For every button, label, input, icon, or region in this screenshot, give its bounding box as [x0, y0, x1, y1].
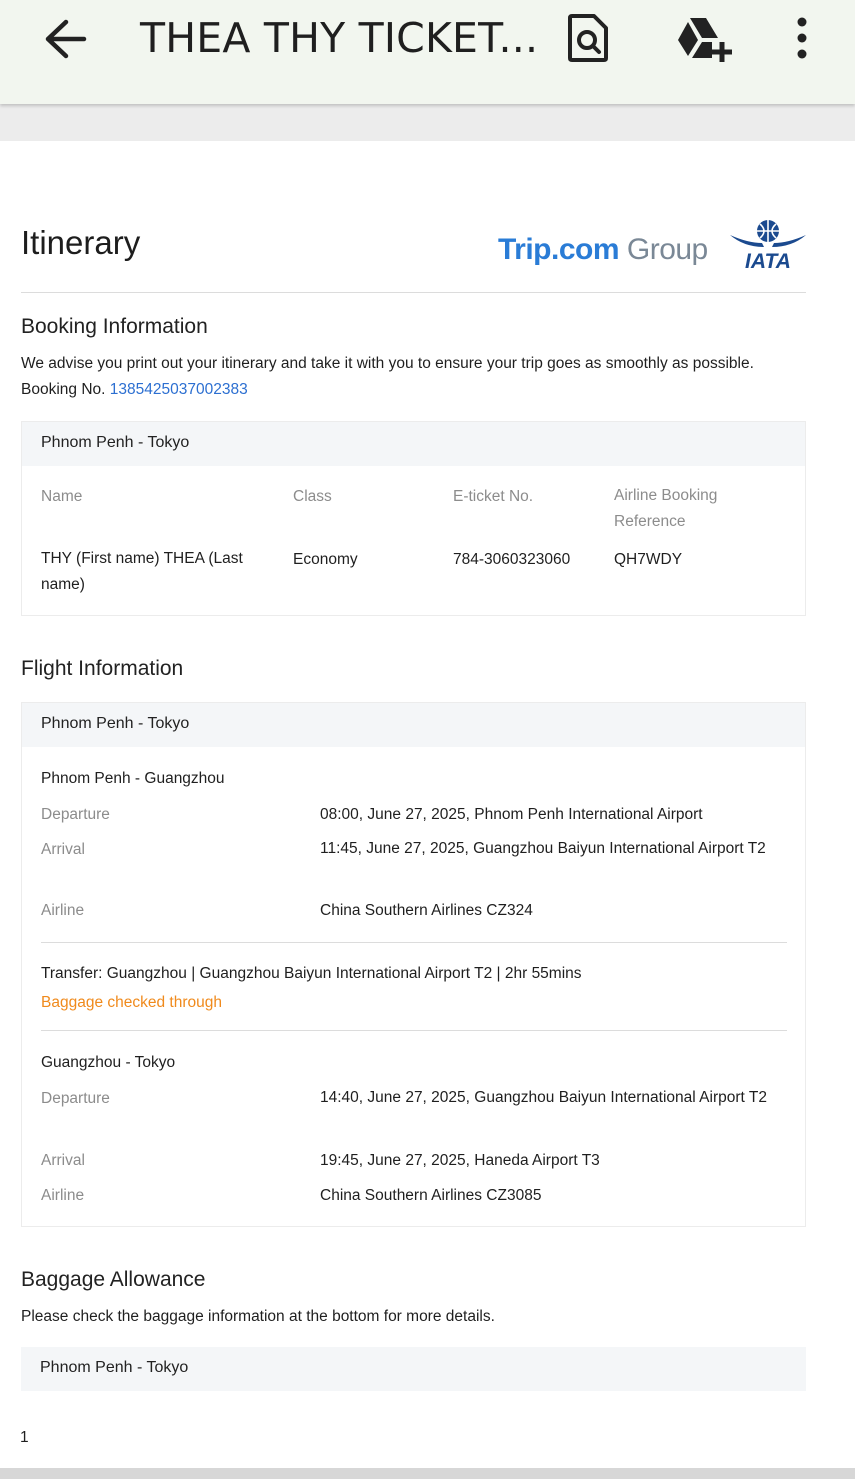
segment-1-airline: China Southern Airlines CZ324 [320, 902, 533, 919]
svg-text:IATA: IATA [745, 250, 791, 271]
segment-2-airline: China Southern Airlines CZ3085 [320, 1187, 542, 1204]
passenger-name: THY (First name) THEA (Last name) [41, 550, 243, 593]
col-name: Name [41, 488, 83, 505]
segment-2-departure: 14:40, June 27, 2025, Guangzhou Baiyun International Airport T2 [320, 1089, 767, 1106]
page-number: 1 [20, 1429, 29, 1446]
booking-advice: We advise you print out your itinerary and take it with you to ensure your trip goes as smoothly as possible. [21, 355, 754, 372]
baggage-card [21, 1347, 806, 1393]
segment-1-arrival-label: Arrival [41, 841, 85, 858]
flight-card-header: Phnom Penh - Tokyo [22, 703, 805, 747]
segment-1-arrival: 11:45, June 27, 2025, Guangzhou Baiyun International Airport T2 [320, 840, 766, 857]
more-vert-icon[interactable] [786, 12, 818, 64]
flight-card [21, 702, 806, 1227]
segment-2-airline-label: Airline [41, 1187, 85, 1204]
segment-1-departure: 08:00, June 27, 2025, Phnom Penh International Airport [320, 806, 703, 823]
passenger-card [21, 421, 806, 616]
document-page [0, 141, 855, 1468]
booking-reference: QH7WDY [614, 551, 683, 568]
segment-1-departure-label: Departure [41, 806, 110, 823]
transfer-info: Transfer: Guangzhou | Guangzhou Baiyun International Airport T2 | 2hr 55mins [41, 965, 582, 982]
baggage-checked-note: Baggage checked through [41, 994, 222, 1011]
col-booking-ref: Airline Booking Reference [614, 487, 718, 530]
segment-1-route: Phnom Penh - Guangzhou [41, 770, 225, 787]
page-bottom-edge [0, 1468, 855, 1479]
search-document-icon[interactable] [564, 12, 612, 64]
baggage-note: Please check the baggage information at the bottom for more details. [21, 1308, 495, 1325]
segment-2-arrival-label: Arrival [41, 1152, 85, 1169]
add-to-drive-icon[interactable] [676, 12, 734, 64]
booking-number-row: Booking No. 1385425037002383 [21, 381, 248, 398]
segment-2-arrival: 19:45, June 27, 2025, Haneda Airport T3 [320, 1152, 600, 1169]
back-arrow-icon[interactable] [40, 16, 88, 62]
segment-1-airline-label: Airline [41, 902, 85, 919]
eticket-number: 784-3060323060 [453, 551, 571, 568]
baggage-card-header: Phnom Penh - Tokyo [21, 1347, 806, 1391]
booking-number-link[interactable]: 1385425037002383 [109, 381, 248, 398]
passenger-class: Economy [293, 551, 358, 568]
viewer-gutter [0, 104, 855, 141]
col-eticket: E-ticket No. [453, 488, 534, 505]
document-title: THEA THY TICKET... [140, 14, 539, 62]
flight-info-title: Flight Information [21, 657, 184, 680]
app-bar [0, 0, 855, 104]
col-class: Class [293, 488, 332, 505]
tripcom-group-logo: Trip.com Group [498, 233, 708, 266]
iata-logo [728, 219, 808, 271]
itinerary-heading: Itinerary [21, 224, 141, 261]
booking-info-title: Booking Information [21, 315, 208, 338]
divider [41, 942, 787, 943]
baggage-allowance-title: Baggage Allowance [21, 1268, 206, 1291]
divider [21, 292, 806, 293]
segment-2-route: Guangzhou - Tokyo [41, 1054, 176, 1071]
passenger-card-header: Phnom Penh - Tokyo [22, 422, 805, 466]
segment-2-departure-label: Departure [41, 1090, 110, 1107]
divider [41, 1030, 787, 1031]
